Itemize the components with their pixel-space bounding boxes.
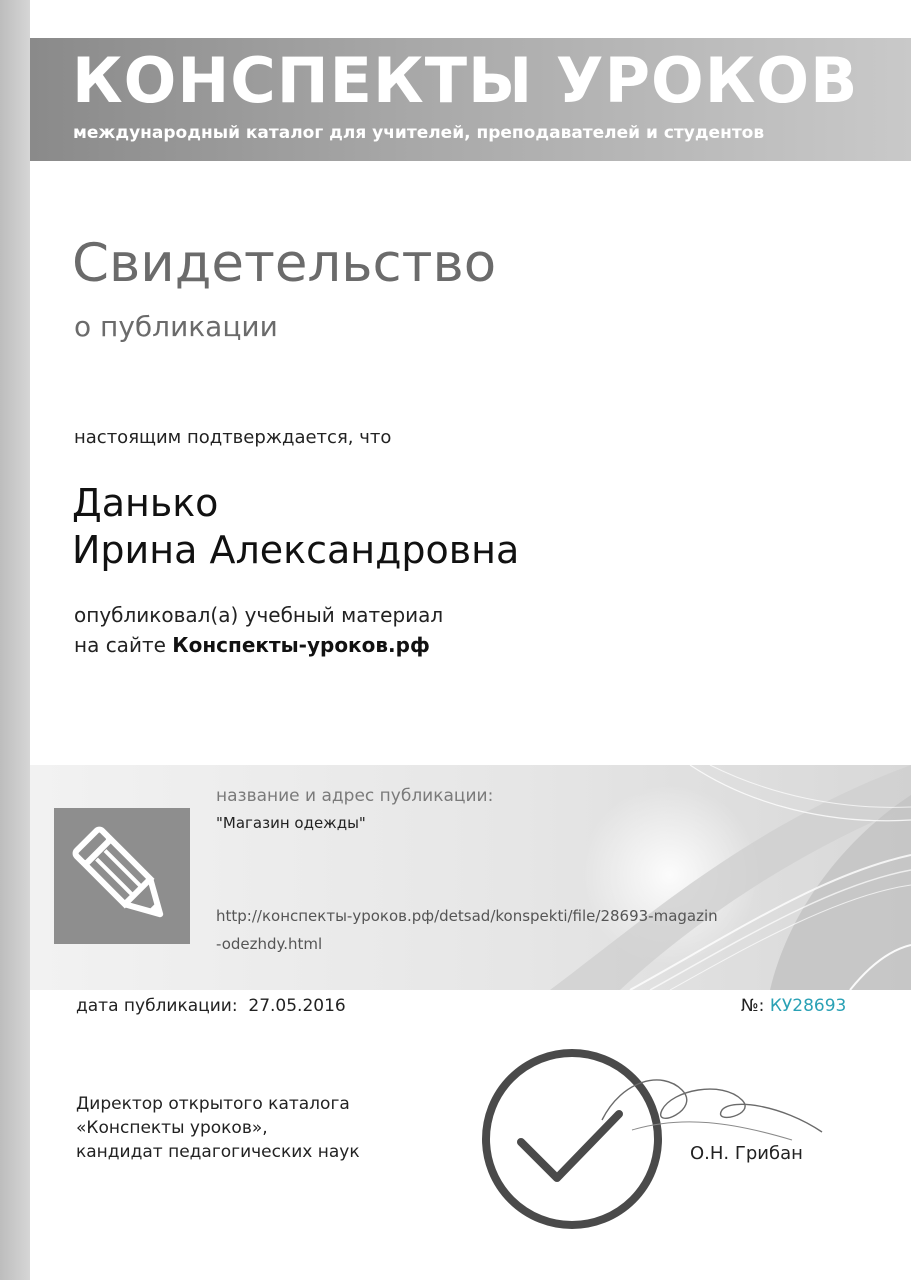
certificate-number-label: №:: [741, 996, 765, 1016]
certificate-number: [741, 996, 846, 1016]
signer-name: О.Н. Грибан: [690, 1143, 803, 1164]
published-statement: [74, 600, 443, 660]
published-line2: [74, 630, 443, 660]
certificate-title: Свидетельство: [72, 233, 497, 294]
director-line2: «Конспекты уроков»,: [76, 1118, 268, 1138]
author-last-name: Данько: [72, 481, 219, 525]
published-site: Конспекты-уроков.рф: [172, 633, 430, 657]
left-decorative-stripe: [0, 0, 30, 1280]
pencil-icon: [54, 808, 190, 944]
brand-subtitle: международный каталог для учителей, преподавателей и студентов: [73, 123, 765, 143]
pencil-icon-box: [54, 808, 190, 944]
publication-date: [76, 996, 346, 1016]
director-line1: Директор открытого каталога: [76, 1094, 350, 1114]
brand-title: КОНСПЕКТЫ УРОКОВ: [72, 44, 859, 117]
certificate-number-value: КУ28693: [769, 996, 847, 1016]
signature-icon: [592, 1060, 832, 1150]
published-line2-prefix: на сайте: [74, 633, 173, 657]
confirm-text: настоящим подтверждается, что: [74, 427, 392, 448]
publication-date-label: дата публикации:: [76, 996, 238, 1016]
author-first-names: Ирина Александровна: [72, 528, 520, 572]
director-line3: кандидат педагогических наук: [76, 1142, 360, 1162]
author-name: [72, 480, 519, 574]
publication-label: название и адрес публикации:: [216, 786, 494, 806]
publication-url-line1[interactable]: http://конспекты-уроков.рф/detsad/konspekti/file/28693-magazin: [216, 907, 718, 925]
published-line1: опубликовал(а) учебный материал: [74, 603, 444, 627]
publication-name: "Магазин одежды": [216, 814, 366, 832]
publication-url[interactable]: [216, 902, 836, 958]
publication-url-line2[interactable]: -odezhdy.html: [216, 935, 323, 953]
certificate-subtitle: о публикации: [74, 310, 278, 343]
publication-date-value: 27.05.2016: [248, 996, 346, 1016]
director-title: [76, 1092, 360, 1164]
